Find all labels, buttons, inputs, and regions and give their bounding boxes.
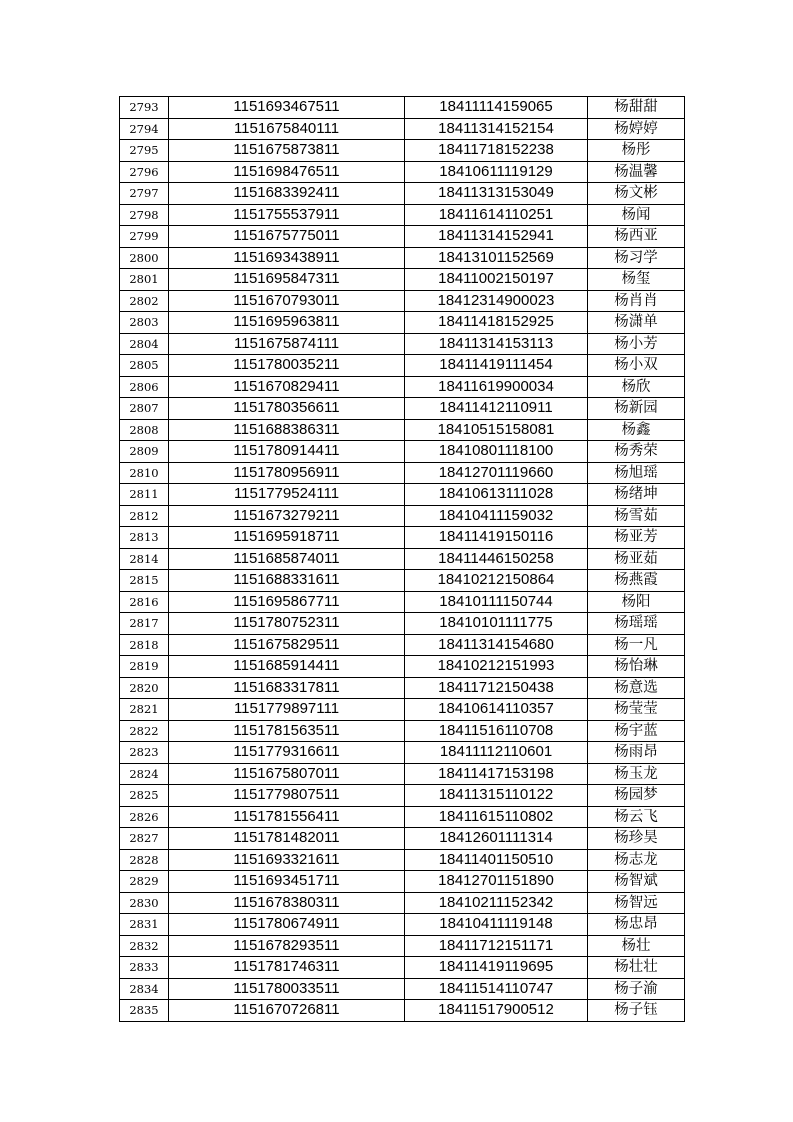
row-id-cell: 18411712150438 — [405, 677, 588, 699]
row-code-cell: 1151675775011 — [169, 226, 405, 248]
row-id-cell: 18410614110357 — [405, 699, 588, 721]
row-id-cell: 18411419150116 — [405, 527, 588, 549]
row-code-cell: 1151780914411 — [169, 441, 405, 463]
row-name-cell: 杨玉龙 — [588, 763, 685, 785]
row-name-cell: 杨雪茹 — [588, 505, 685, 527]
table-row — [120, 871, 685, 893]
row-seq-cell: 2830 — [120, 892, 169, 914]
row-seq-cell: 2821 — [120, 699, 169, 721]
table-row — [120, 935, 685, 957]
row-seq-cell: 2806 — [120, 376, 169, 398]
row-seq-cell: 2828 — [120, 849, 169, 871]
row-code-cell: 1151695867711 — [169, 591, 405, 613]
table-row — [120, 828, 685, 850]
row-code-cell: 1151695918711 — [169, 527, 405, 549]
row-name-cell: 杨瑶瑶 — [588, 613, 685, 635]
row-id-cell: 18411114159065 — [405, 97, 588, 119]
table-row — [120, 957, 685, 979]
row-name-cell: 杨亚芳 — [588, 527, 685, 549]
row-name-cell: 杨绪坤 — [588, 484, 685, 506]
row-name-cell: 杨子渝 — [588, 978, 685, 1000]
row-code-cell: 1151670793011 — [169, 290, 405, 312]
row-seq-cell: 2802 — [120, 290, 169, 312]
table-row — [120, 290, 685, 312]
row-code-cell: 1151779524111 — [169, 484, 405, 506]
row-id-cell: 18411516110708 — [405, 720, 588, 742]
row-id-cell: 18410411159032 — [405, 505, 588, 527]
row-name-cell: 杨雨昂 — [588, 742, 685, 764]
table-row — [120, 441, 685, 463]
table-row — [120, 763, 685, 785]
row-code-cell: 1151675829511 — [169, 634, 405, 656]
table-row — [120, 226, 685, 248]
row-id-cell: 18411002150197 — [405, 269, 588, 291]
row-seq-cell: 2811 — [120, 484, 169, 506]
row-seq-cell: 2832 — [120, 935, 169, 957]
row-seq-cell: 2829 — [120, 871, 169, 893]
row-seq-cell: 2805 — [120, 355, 169, 377]
row-id-cell: 18410411119148 — [405, 914, 588, 936]
row-name-cell: 杨闻 — [588, 204, 685, 226]
table-row — [120, 849, 685, 871]
row-name-cell: 杨旭瑶 — [588, 462, 685, 484]
row-seq-cell: 2824 — [120, 763, 169, 785]
row-id-cell: 18410801118100 — [405, 441, 588, 463]
row-code-cell: 1151675840111 — [169, 118, 405, 140]
row-name-cell: 杨阳 — [588, 591, 685, 613]
row-code-cell: 1151670726811 — [169, 1000, 405, 1022]
row-seq-cell: 2804 — [120, 333, 169, 355]
table-row — [120, 914, 685, 936]
row-seq-cell: 2793 — [120, 97, 169, 119]
row-seq-cell: 2795 — [120, 140, 169, 162]
table-row — [120, 634, 685, 656]
row-seq-cell: 2794 — [120, 118, 169, 140]
row-code-cell: 1151675874111 — [169, 333, 405, 355]
table-row — [120, 720, 685, 742]
row-seq-cell: 2813 — [120, 527, 169, 549]
row-seq-cell: 2814 — [120, 548, 169, 570]
row-code-cell: 1151781746311 — [169, 957, 405, 979]
row-code-cell: 1151779897111 — [169, 699, 405, 721]
row-id-cell: 18411419111454 — [405, 355, 588, 377]
row-name-cell: 杨新园 — [588, 398, 685, 420]
row-id-cell: 18410212150864 — [405, 570, 588, 592]
row-id-cell: 18411619900034 — [405, 376, 588, 398]
row-name-cell: 杨秀荣 — [588, 441, 685, 463]
row-seq-cell: 2808 — [120, 419, 169, 441]
row-id-cell: 18411446150258 — [405, 548, 588, 570]
row-name-cell: 杨云飞 — [588, 806, 685, 828]
row-code-cell: 1151688386311 — [169, 419, 405, 441]
row-id-cell: 18411712151171 — [405, 935, 588, 957]
row-seq-cell: 2807 — [120, 398, 169, 420]
row-name-cell: 杨园梦 — [588, 785, 685, 807]
row-seq-cell: 2809 — [120, 441, 169, 463]
row-code-cell: 1151781556411 — [169, 806, 405, 828]
table-row — [120, 398, 685, 420]
row-code-cell: 1151693451711 — [169, 871, 405, 893]
row-code-cell: 1151780674911 — [169, 914, 405, 936]
row-id-cell: 18410611119129 — [405, 161, 588, 183]
row-id-cell: 18411514110747 — [405, 978, 588, 1000]
table-row — [120, 742, 685, 764]
row-seq-cell: 2815 — [120, 570, 169, 592]
roster-table-body — [120, 97, 685, 1022]
row-seq-cell: 2796 — [120, 161, 169, 183]
row-seq-cell: 2835 — [120, 1000, 169, 1022]
row-seq-cell: 2803 — [120, 312, 169, 334]
row-code-cell: 1151670829411 — [169, 376, 405, 398]
table-row — [120, 333, 685, 355]
table-row — [120, 892, 685, 914]
table-row — [120, 785, 685, 807]
row-id-cell: 18411615110802 — [405, 806, 588, 828]
row-name-cell: 杨婷婷 — [588, 118, 685, 140]
row-name-cell: 杨西亚 — [588, 226, 685, 248]
row-seq-cell: 2800 — [120, 247, 169, 269]
row-id-cell: 18410101111775 — [405, 613, 588, 635]
row-name-cell: 杨文彬 — [588, 183, 685, 205]
table-row — [120, 355, 685, 377]
row-name-cell: 杨宇蓝 — [588, 720, 685, 742]
row-seq-cell: 2818 — [120, 634, 169, 656]
row-code-cell: 1151693438911 — [169, 247, 405, 269]
row-code-cell: 1151678293511 — [169, 935, 405, 957]
row-name-cell: 杨鑫 — [588, 419, 685, 441]
row-id-cell: 18411112110601 — [405, 742, 588, 764]
table-row — [120, 376, 685, 398]
row-seq-cell: 2825 — [120, 785, 169, 807]
row-code-cell: 1151755537911 — [169, 204, 405, 226]
row-code-cell: 1151780033511 — [169, 978, 405, 1000]
row-seq-cell: 2810 — [120, 462, 169, 484]
row-name-cell: 杨壮 — [588, 935, 685, 957]
row-code-cell: 1151675873811 — [169, 140, 405, 162]
row-code-cell: 1151780356611 — [169, 398, 405, 420]
row-name-cell: 杨智斌 — [588, 871, 685, 893]
row-seq-cell: 2801 — [120, 269, 169, 291]
table-row — [120, 699, 685, 721]
table-row — [120, 118, 685, 140]
table-row — [120, 312, 685, 334]
row-name-cell: 杨欣 — [588, 376, 685, 398]
table-row — [120, 97, 685, 119]
row-seq-cell: 2823 — [120, 742, 169, 764]
row-seq-cell: 2833 — [120, 957, 169, 979]
table-row — [120, 462, 685, 484]
row-name-cell: 杨小芳 — [588, 333, 685, 355]
row-id-cell: 18413101152569 — [405, 247, 588, 269]
row-seq-cell: 2817 — [120, 613, 169, 635]
row-seq-cell: 2797 — [120, 183, 169, 205]
row-name-cell: 杨玺 — [588, 269, 685, 291]
row-name-cell: 杨温馨 — [588, 161, 685, 183]
table-row — [120, 1000, 685, 1022]
row-name-cell: 杨珍昊 — [588, 828, 685, 850]
table-row — [120, 527, 685, 549]
row-name-cell: 杨莹莹 — [588, 699, 685, 721]
row-name-cell: 杨潇单 — [588, 312, 685, 334]
row-code-cell: 1151695963811 — [169, 312, 405, 334]
row-code-cell: 1151780752311 — [169, 613, 405, 635]
row-id-cell: 18411313153049 — [405, 183, 588, 205]
table-row — [120, 247, 685, 269]
row-seq-cell: 2799 — [120, 226, 169, 248]
row-code-cell: 1151781563511 — [169, 720, 405, 742]
table-row — [120, 161, 685, 183]
row-name-cell: 杨习学 — [588, 247, 685, 269]
row-name-cell: 杨甜甜 — [588, 97, 685, 119]
row-id-cell: 18411718152238 — [405, 140, 588, 162]
row-code-cell: 1151781482011 — [169, 828, 405, 850]
row-id-cell: 18411417153198 — [405, 763, 588, 785]
row-id-cell: 18411401150510 — [405, 849, 588, 871]
roster-table — [119, 96, 685, 1022]
row-id-cell: 18411314154680 — [405, 634, 588, 656]
row-seq-cell: 2834 — [120, 978, 169, 1000]
row-seq-cell: 2820 — [120, 677, 169, 699]
row-id-cell: 18410515158081 — [405, 419, 588, 441]
row-id-cell: 18411517900512 — [405, 1000, 588, 1022]
table-row — [120, 978, 685, 1000]
row-id-cell: 18411314153113 — [405, 333, 588, 355]
row-code-cell: 1151675807011 — [169, 763, 405, 785]
table-row — [120, 484, 685, 506]
row-code-cell: 1151685914411 — [169, 656, 405, 678]
row-seq-cell: 2798 — [120, 204, 169, 226]
row-name-cell: 杨壮壮 — [588, 957, 685, 979]
row-code-cell: 1151688331611 — [169, 570, 405, 592]
row-name-cell: 杨亚茹 — [588, 548, 685, 570]
row-code-cell: 1151698476511 — [169, 161, 405, 183]
row-id-cell: 18411315110122 — [405, 785, 588, 807]
row-code-cell: 1151779316611 — [169, 742, 405, 764]
table-row — [120, 419, 685, 441]
table-row — [120, 613, 685, 635]
row-code-cell: 1151695847311 — [169, 269, 405, 291]
row-id-cell: 18411419119695 — [405, 957, 588, 979]
row-id-cell: 18411418152925 — [405, 312, 588, 334]
table-row — [120, 269, 685, 291]
row-seq-cell: 2831 — [120, 914, 169, 936]
row-id-cell: 18412314900023 — [405, 290, 588, 312]
table-row — [120, 505, 685, 527]
table-row — [120, 656, 685, 678]
row-id-cell: 18410111150744 — [405, 591, 588, 613]
row-id-cell: 18411614110251 — [405, 204, 588, 226]
row-seq-cell: 2812 — [120, 505, 169, 527]
table-row — [120, 806, 685, 828]
row-code-cell: 1151678380311 — [169, 892, 405, 914]
row-code-cell: 1151780035211 — [169, 355, 405, 377]
row-name-cell: 杨怡琳 — [588, 656, 685, 678]
row-code-cell: 1151683392411 — [169, 183, 405, 205]
row-name-cell: 杨小双 — [588, 355, 685, 377]
row-code-cell: 1151685874011 — [169, 548, 405, 570]
row-seq-cell: 2816 — [120, 591, 169, 613]
row-seq-cell: 2819 — [120, 656, 169, 678]
row-code-cell: 1151683317811 — [169, 677, 405, 699]
row-id-cell: 18411314152154 — [405, 118, 588, 140]
table-row — [120, 140, 685, 162]
row-seq-cell: 2822 — [120, 720, 169, 742]
row-id-cell: 18412601111314 — [405, 828, 588, 850]
row-id-cell: 18411314152941 — [405, 226, 588, 248]
row-seq-cell: 2827 — [120, 828, 169, 850]
table-row — [120, 591, 685, 613]
row-id-cell: 18410211152342 — [405, 892, 588, 914]
row-code-cell: 1151673279211 — [169, 505, 405, 527]
row-id-cell: 18412701119660 — [405, 462, 588, 484]
row-code-cell: 1151779807511 — [169, 785, 405, 807]
row-code-cell: 1151693321611 — [169, 849, 405, 871]
table-row — [120, 183, 685, 205]
row-id-cell: 18410613111028 — [405, 484, 588, 506]
row-name-cell: 杨智远 — [588, 892, 685, 914]
row-name-cell: 杨彤 — [588, 140, 685, 162]
row-id-cell: 18411412110911 — [405, 398, 588, 420]
row-name-cell: 杨意选 — [588, 677, 685, 699]
row-id-cell: 18412701151890 — [405, 871, 588, 893]
row-code-cell: 1151693467511 — [169, 97, 405, 119]
table-row — [120, 677, 685, 699]
row-seq-cell: 2826 — [120, 806, 169, 828]
row-name-cell: 杨志龙 — [588, 849, 685, 871]
row-name-cell: 杨一凡 — [588, 634, 685, 656]
row-id-cell: 18410212151993 — [405, 656, 588, 678]
row-name-cell: 杨忠昂 — [588, 914, 685, 936]
row-code-cell: 1151780956911 — [169, 462, 405, 484]
row-name-cell: 杨肖肖 — [588, 290, 685, 312]
row-name-cell: 杨子钰 — [588, 1000, 685, 1022]
row-name-cell: 杨燕霞 — [588, 570, 685, 592]
table-row — [120, 548, 685, 570]
table-row — [120, 204, 685, 226]
table-row — [120, 570, 685, 592]
